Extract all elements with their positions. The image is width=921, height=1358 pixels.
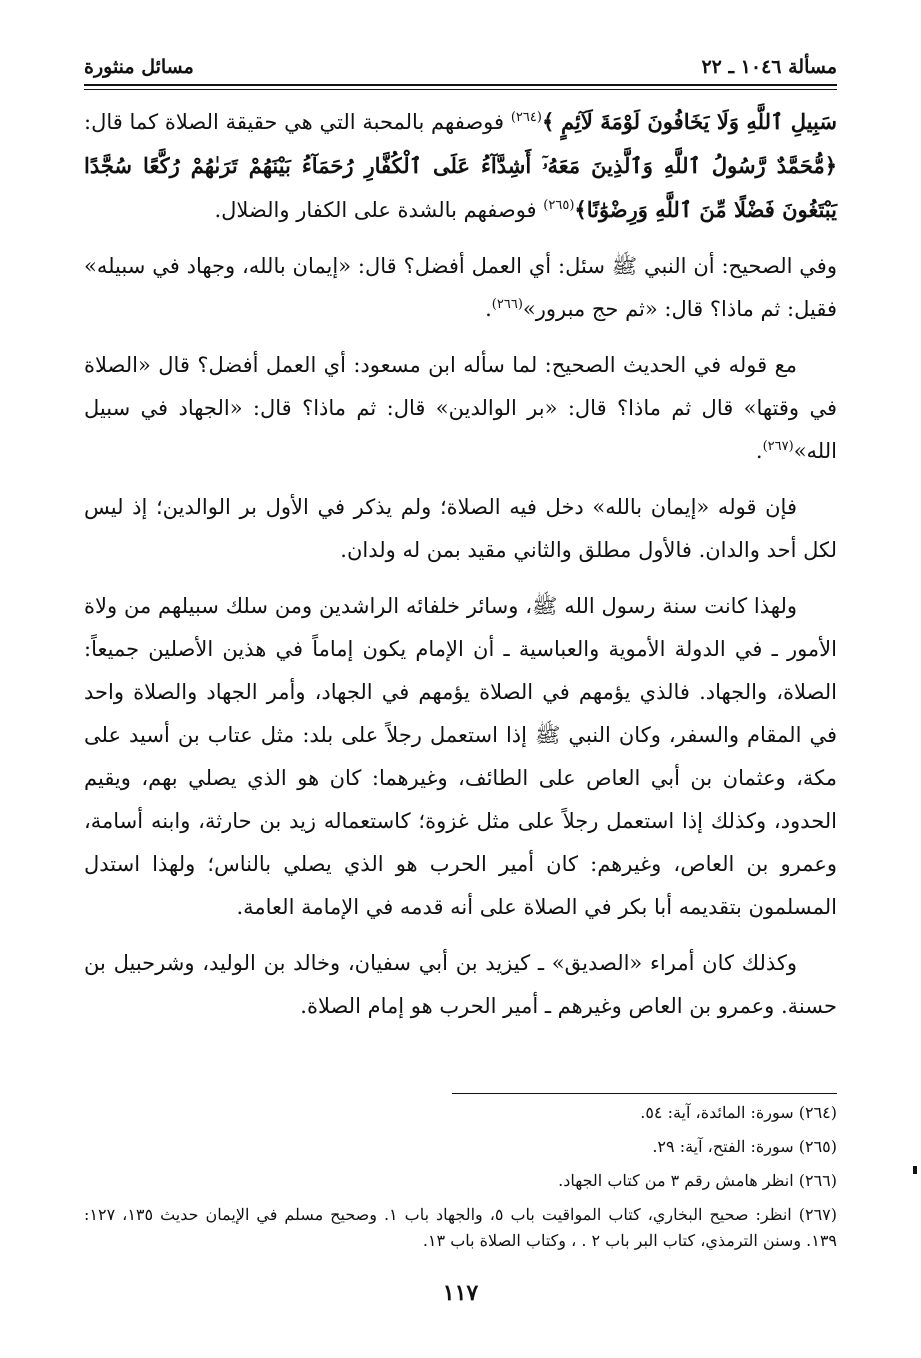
- header-book-title: مسائل منثورة: [84, 56, 194, 78]
- quran-quote-1: سَبِيلِ ٱللَّهِ وَلَا يَخَافُونَ لَوْمَةَ لَآئِمٍ: [561, 109, 837, 134]
- footnote-ref-265[interactable]: (٢٦٥): [543, 198, 575, 213]
- paragraph-5: ولهذا كانت سنة رسول الله ﷺ، وسائر خلفائه الراشدين ومن سلك سبيلهم من ولاة الأمور ـ في الدولة الأموية والعباسية ـ أن الإمام يكون إماماً في هذين الأصلين جميعاً: الصلاة، والجهاد. فالذي يؤمهم في الصلاة يؤمهم في الجهاد، وأمر الجهاد والصلاة واحد في المقام والسفر، وكان النبي ﷺ إذا استعمل رجلاً على بلد: مثل عتاب بن أسيد على مكة، وعثمان بن أبي العاص على الطائف، وغيرهما: كان هو الذي يصلي بهم، ويقيم الحدود، وكذلك إذا استعمل رجلاً على مثل غزوة؛ كاستعماله زيد بن حارثة، وابنه أسامة، وعمرو بن العاص، وغيرهم: كان أمير الحرب هو الذي يصلي بالناس؛ ولهذا استدل المسلمون بتقديمه أبا بكر في الصلاة على أنه قدمه في الإمامة العامة.: [84, 594, 837, 919]
- scan-mark: [913, 1166, 917, 1174]
- running-header: [84, 38, 837, 78]
- paragraph-3-text: مع قوله في الحديث الصحيح: لما سأله ابن مسعود: أي العمل أفضل؟ قال «الصلاة في وقتها» قال ثم ماذا؟ قال: «بر الوالدين» قال: ثم ماذا؟ قال: «الجهاد في سبيل الله»: [84, 353, 837, 463]
- header-rule-thick: [84, 84, 837, 86]
- footnote-ref-266[interactable]: (٢٦٦): [491, 297, 523, 312]
- paragraph-2-text: وفي الصحيح: أن النبي ﷺ سئل: أي العمل أفضل؟ قال: «إيمان بالله، وجهاد في سبيله» فقيل: ثم ماذا؟ قال: «ثم حج مبرور»: [84, 254, 837, 321]
- main-text: [84, 100, 837, 1041]
- footnote-264: (٢٦٤) سورة: المائدة، آية: ٥٤.: [640, 1103, 837, 1122]
- paragraph-1-text-a: فوصفهم بالمحبة التي هي حقيقة الصلاة كما قال:: [84, 110, 511, 134]
- paragraph-1: سَبِيلِ ٱللَّهِ وَلَا يَخَافُونَ لَوْمَةَ لَآئِمٍ ﴾$^{(٢٦٤)}$ فوصفهم بالمحبة التي هي حقيقة الصلاة كما قال: ﴿مُّحَمَّدٌ رَّسُولُ ٱللَّهِ وَٱلَّذِينَ مَعَهُۥٓ أَشِدَّآءُ عَلَى ٱلْكُفَّارِ رُحَمَآءُ بَيْنَهُمْ تَرَىٰهُمْ رُكَّعًا سُجَّدًا يَبْتَغُونَ فَضْلًا مِّنَ ٱللَّهِ وَرِضْوَٰنًا﴾$^{(٢٦٥)}$ فوصفهم بالشدة على الكفار والضلال.: [84, 109, 837, 222]
- page-number: ١١٧: [442, 1280, 479, 1306]
- footnote-266: (٢٦٦) انظر هامش رقم ٣ من كتاب الجهاد.: [558, 1171, 837, 1190]
- paragraph-6: وكذلك كان أمراء «الصديق» ـ كيزيد بن أبي سفيان، وخالد بن الوليد، وشرحبيل بن حسنة. وعمرو بن العاص وغيرهم ـ أمير الحرب هو إمام الصلاة.: [84, 951, 837, 1018]
- footnote-separator: [452, 1093, 837, 1094]
- header-rule-thin: [84, 89, 837, 90]
- paragraph-3: مع قوله في الحديث الصحيح: لما سأله ابن مسعود: أي العمل أفضل؟ قال «الصلاة في وقتها» قال ثم ماذا؟ قال: «بر الوالدين» قال: ثم ماذا؟ قال: «الجهاد في سبيل الله»$^{(٢٦٧)}$.: [84, 353, 837, 463]
- footnotes: [84, 1100, 837, 1262]
- paragraph-1-text-b: فوصفهم بالشدة على الكفار والضلال.: [214, 198, 544, 222]
- paragraph-2: وفي الصحيح: أن النبي ﷺ سئل: أي العمل أفضل؟ قال: «إيمان بالله، وجهاد في سبيله» فقيل: ثم ماذا؟ قال: «ثم حج مبرور»$^{(٢٦٦)}$.: [84, 254, 837, 321]
- quran-quote-2: ﴿مُّحَمَّدٌ رَّسُولُ ٱللَّهِ وَٱلَّذِينَ مَعَهُۥٓ أَشِدَّآءُ عَلَى ٱلْكُفَّارِ رُحَمَآءُ بَيْنَهُمْ تَرَىٰهُمْ رُكَّعًا سُجَّدًا يَبْتَغُونَ فَضْلًا مِّنَ ٱللَّهِ وَرِضْوَٰنًا﴾: [84, 153, 837, 222]
- footnote-267: (٢٦٧) انظر: صحيح البخاري، كتاب المواقيت باب ٥، والجهاد باب ١. وصحيح مسلم في الإيمان حديث ١٣٥، ١٢٧: ١٣٩. وسنن الترمذي، كتاب البر باب ٢ . ، وكتاب الصلاة باب ١٣.: [84, 1205, 838, 1250]
- header-issue-number: مسألة ١٠٤٦ ـ ٢٢: [701, 56, 837, 78]
- footnote-ref-264[interactable]: (٢٦٤): [510, 110, 542, 125]
- paragraph-4: فإن قوله «إيمان بالله» دخل فيه الصلاة؛ ولم يذكر في الأول بر الوالدين؛ إذ ليس لكل أحد والدان. فالأول مطلق والثاني مقيد بمن له ولدان.: [84, 495, 837, 562]
- footnote-ref-267[interactable]: (٢٦٧): [762, 439, 794, 454]
- footnote-265: (٢٦٥) سورة: الفتح، آية: ٢٩.: [652, 1137, 837, 1156]
